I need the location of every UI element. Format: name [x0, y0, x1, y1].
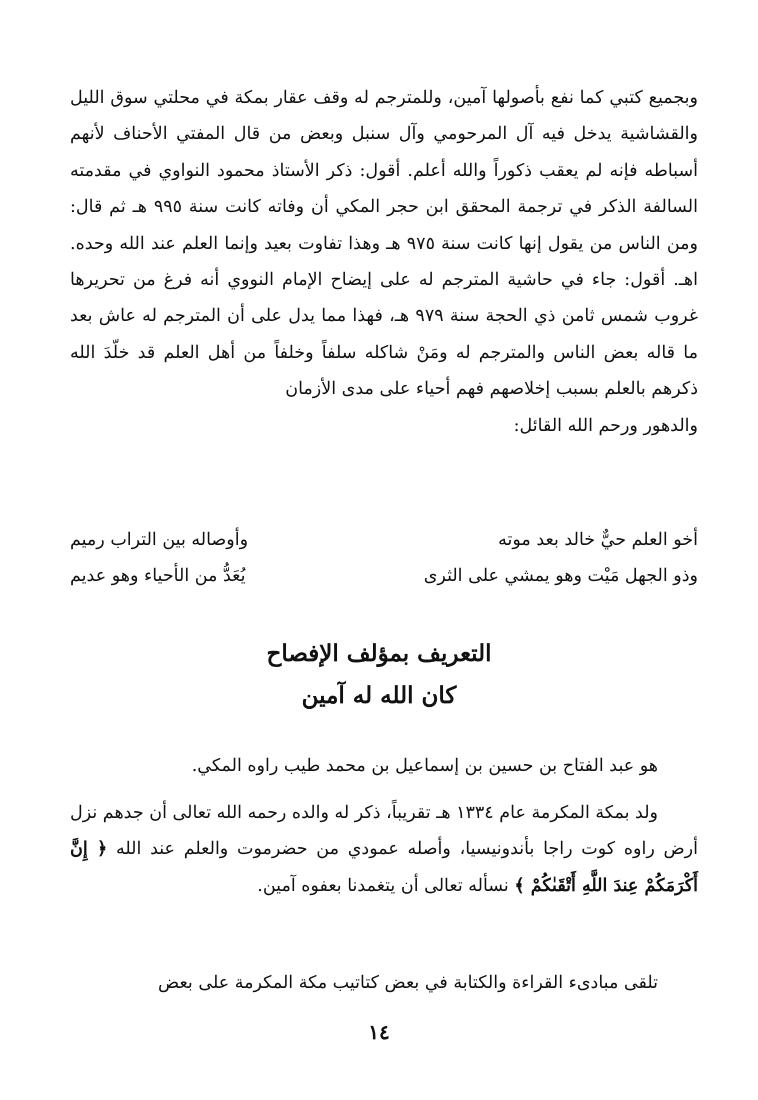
- bio-paragraph-3: تلقى مبادىء القراءة والكتابة في بعض كتاتيب مكة المكرمة على بعض: [158, 973, 658, 993]
- quran-quote: ﴿ إِنَّ أَكْرَمَكُمْ عِندَ اللَّهِ أَتْقَىٰكُمْ ﴾: [70, 839, 698, 896]
- bio-paragraph-2-ending: نسأله تعالى أن يتغمدنا بعفوه آمين.: [257, 875, 509, 896]
- poem-verse-2-second-hemistich: يُعَدُّ من الأحياء وهو عديم: [70, 566, 246, 586]
- page-number: ١٤: [368, 1020, 390, 1044]
- section-subtitle: كان الله له آمين: [301, 682, 457, 709]
- bio-paragraph-2: [70, 795, 698, 904]
- poem-verse-1-first-hemistich: أخو العلم حيٌّ خالد بعد موته: [498, 530, 698, 550]
- intro-paragraph: [70, 80, 698, 444]
- poem: [70, 522, 698, 594]
- bio-paragraph-2-text: ولد بمكة المكرمة عام ١٣٣٤ هـ تقريباً، ذكر له والده رحمه الله تعالى أن جدهم نزل أرض راوه كوت راجا بأندونيسيا، وأصله عمودي من حضرموت والعلم عند الله: [70, 803, 698, 860]
- poem-verse-1-second-hemistich: وأوصاله بين التراب رميم: [70, 530, 249, 550]
- section-title: التعريف بمؤلف الإفصاح: [266, 640, 492, 667]
- intro-text: وبجميع كتبي كما نفع بأصولها آمين، وللمترجم له وقف عقار بمكة في محلتي سوق الليل والقشاشية يدخل فيه آل المرحومي وآل سنبل وبعض من قال المفتي الأحناف لأنهم أسباطه فإنه لم يعقب ذكوراً والله أعلم. أقول: ذكر الأستاذ محمود النواوي في مقدمته السالفة الذكر في ترجمة المحقق ابن حجر المكي أن وفاته كانت سنة ٩٩٥ هـ ثم قال: ومن الناس من يقول إنها كانت سنة ٩٧٥ هـ وهذا تفاوت بعيد وإنما العلم عند الله وحده. اهـ. أقول: جاء في حاشية المترجم له على إيضاح الإمام النووي أنه فرغ من تحريرها غروب شمس ثامن ذي الحجة سنة ٩٧٩ هـ، فهذا مما يدل على أن المترجم له عاش بعد ما قاله بعض الناس والمترجم له ومَنْ شاكله سلفاً وخلفاً من أهل العلم قد خلّدَ الله ذكرهم بالعلم بسبب إخلاصهم فهم أحياء على مدى الأزمان: [70, 88, 698, 400]
- bio-paragraph-1: هو عبد الفتاح بن حسين بن إسماعيل بن محمد طيب راوه المكي.: [191, 756, 658, 776]
- poem-verse-1: [70, 522, 698, 558]
- poem-verse-2-first-hemistich: وذو الجهل مَيْت وهو يمشي على الثرى: [423, 566, 698, 586]
- poem-verse-2: [70, 558, 698, 594]
- intro-last-line: والدهور ورحم الله القائل:: [513, 415, 698, 436]
